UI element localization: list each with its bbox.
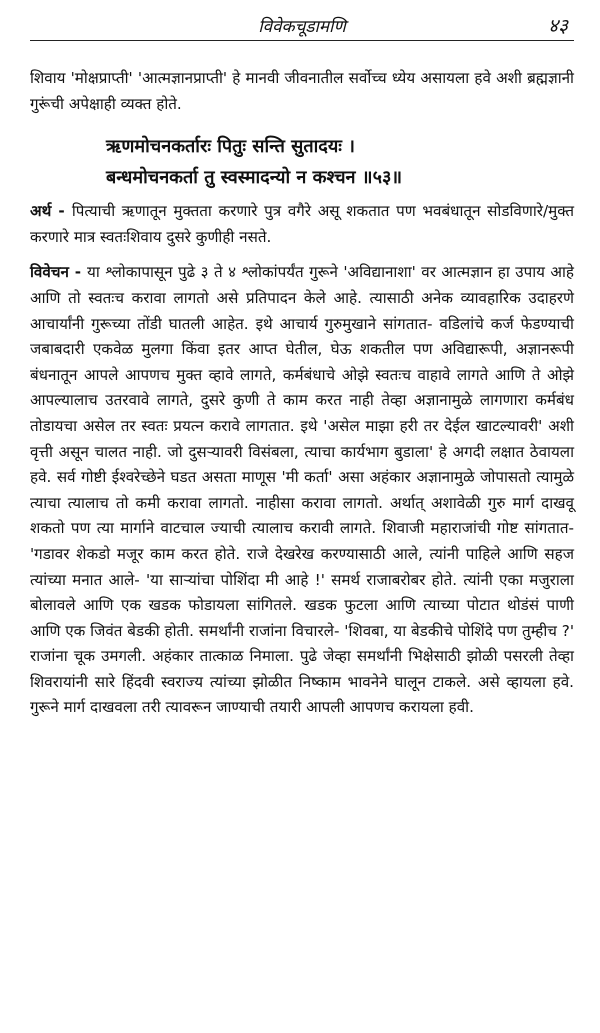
verse-line-1: ऋणमोचनकर्तारः पितुः सन्ति सुतादयः । bbox=[106, 136, 355, 158]
sanskrit-verse bbox=[106, 131, 574, 193]
meaning-paragraph bbox=[30, 199, 574, 250]
running-title: विवेकचूडामणि bbox=[258, 17, 346, 37]
commentary-paragraph bbox=[30, 260, 574, 721]
verse-line-2: बन्धमोचनकर्ता तु स्वस्मादन्यो न कश्चन ॥५३॥ bbox=[106, 167, 403, 189]
commentary-label: विवेचन - bbox=[30, 263, 88, 282]
header-rule bbox=[30, 40, 574, 41]
intro-paragraph: शिवाय 'मोक्षप्राप्ती' 'आत्मज्ञानप्राप्ती' हे मानवी जीवनातील सर्वोच्च ध्येय असायला हवे अशी ब्रह्मज्ञानी गुरूंची अपेक्षाही व्यक्त होते. bbox=[30, 69, 574, 113]
meaning-label: अर्थ - bbox=[30, 202, 72, 221]
running-head bbox=[30, 0, 574, 40]
page-number: ४३ bbox=[548, 15, 568, 37]
commentary-text: या श्लोकापासून पुढे ३ ते ४ श्लोकांपर्यंत गुरूने 'अविद्यानाशा' वर आत्मज्ञान हा उपाय आहे आणि तो स्वतःच करावा लागतो असे प्रतिपादन केले आहे. त्यासाठी अनेक व्यावहारिक उदाहरणे आचार्यांनी गुरूच्या तोंडी घातली आहेत. इथे आचार्य गुरुमुखाने सांगतात- वडिलांचे कर्ज फेडण्याची जबाबदारी एकवेळ मुलगा किंवा इतर आप्त घेतील, घेऊ शकतील पण अविद्यारूपी, अज्ञानरूपी बंधनातून आपले आपणच मुक्त व्हावे लागते, कर्मबंधाचे ओझे स्वतःच वाहावे लागते आणि ते ओझे आपल्यालाच उतरवावे लागते, दुसरे कुणी ते काम करत नाही तेव्हा अज्ञानामुळे लागणारा कर्मबंध तोडायचा असेल तर स्वतः प्रयत्न करावे लागतात. इथे 'असेल माझा हरी तर देईल खाटल्यावरी' अशी वृत्ती असून चालत नाही. जो दुसऱ्यावरी विसंबला, त्याचा कार्यभाग बुडाला' हे अगदी लक्षात ठेवायला हवे. सर्व गोष्टी ईश्वरेच्छेने घडत असता माणूस 'मी कर्ता' असा अहंकार अज्ञानामुळे जोपासतो त्यामुळे त्याचा त्यालाच तो कमी करावा लागतो. नाहीसा करावा लागतो. अर्थात् अशावेळी गुरु मार्ग दाखवू शकतो पण त्या मार्गाने वाटचाल ज्याची त्यालाच करावी लागते. शिवाजी महाराजांची गोष्ट सांगतात- 'गडावर शेकडो मजूर काम करत होते. राजे देखरेख करण्यासाठी आले, त्यांनी पाहिले आणि सहज त्यांच्या मनात आले- 'या साऱ्यांचा पोशिंदा मी आहे !' समर्थ राजाबरोबर होते. त्यांनी एका मजुराला बोलावले आणि एक खडक फोडायला सांगितले. खडक फुटला आणि त्याच्या पोटात थोडंसं पाणी आणि एक जिवंत बेडकी होती. समर्थांनी राजांना विचारले- 'शिवबा, या बेडकीचे पोशिंदे पण तुम्हीच ?' राजांना चूक उमगली. अहंकार तात्काळ निमाला. पुढे जेव्हा समर्थांनी भिक्षेसाठी झोळी पसरली तेव्हा शिवरायांनी सारे हिंदवी स्वराज्य त्यांच्या झोळीत निष्काम भावनेने घालून टाकले. असे व्हायला हवे. गुरूने मार्ग दाखवला तरी त्यावरून जाण्याची तयारी आपली आपणच करायला हवी. bbox=[30, 263, 574, 717]
meaning-text: पित्याची ऋणातून मुक्तता करणारे पुत्र वगैरे असू शकतात पण भवबंधातून सोडविणारे/मुक्त करणारे मात्र स्वतःशिवाय दुसरे कुणीही नसते. bbox=[30, 202, 574, 246]
